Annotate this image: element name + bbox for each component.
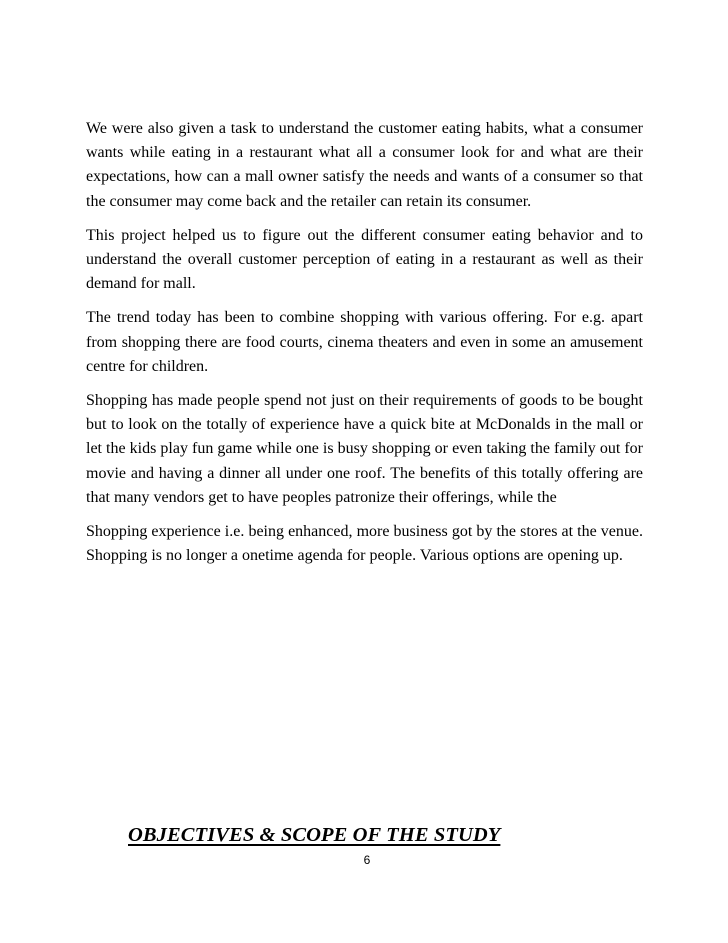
paragraph-eating-habits: We were also given a task to understand the customer eating habits, what a consumer wants while eating in a restaurant what all a consumer look for and what are their expectations, how can a mall owner satisfy the needs and wants of a consumer so that the consumer may come back and the retailer can retain its consumer.: [86, 120, 643, 210]
page-number: 6: [363, 853, 371, 867]
paragraph-project-outcome: This project helped us to figure out the different consumer eating behavior and to understand the overall customer perception of eating in a restaurant as well as their demand for mall.: [86, 226, 643, 293]
paragraph-shopping-options: Shopping experience i.e. being enhanced, more business got by the stores at the venue. Shopping is no longer a onetime agenda for people. Various options are opening up.: [86, 523, 643, 565]
paragraph-shopping-trend: The trend today has been to combine shopping with various offering. For e.g. apart from shopping there are food courts, cinema theaters and even in some an amusement centre for children.: [86, 309, 643, 375]
paragraph-shopping-experience: Shopping has made people spend not just on their requirements of goods to be bought but to look on the totally of experience have a quick bite at McDonalds in the mall or let the kids play fun game while one is busy shopping or even taking the family out for movie and having a dinner all under one roof. The benefits of this totally offering are that many vendors get to have peoples patronize their offerings, while the: [86, 392, 643, 506]
document-body: [86, 117, 643, 578]
section-heading: OBJECTIVES & SCOPE OF THE STUDY: [128, 824, 501, 846]
